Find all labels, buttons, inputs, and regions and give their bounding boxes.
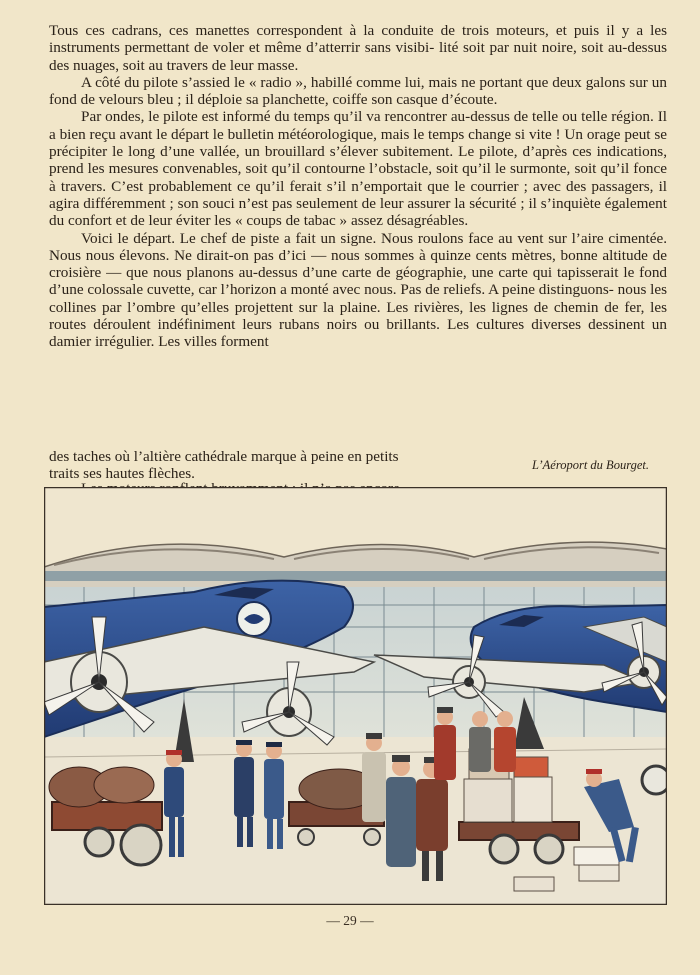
text-line: travers. C’est probablement ce qu’il ferait s’il n’emportait que le courrier ; avec des (60, 177, 587, 195)
page-number: — 29 — (326, 913, 374, 928)
paragraph-1 (49, 22, 667, 74)
text-line: brouillard s’élever subitement. Le pilote, d’après ces indications, prend les mesures (49, 143, 668, 178)
suitcase (579, 865, 619, 881)
text-line: puis il y a les instruments permettant de voler et même d’atterrir sans visibi- (49, 22, 667, 57)
text-line: sécurité ; il s’inquiète également du confort et de leur éviter les « coups de tabac » (49, 194, 667, 230)
paragraph-2 (49, 74, 667, 109)
text-line: telle ou telle région. Il a bien reçu avant le départ le bulletin météorologique, (49, 108, 667, 143)
text-line: à quinze cents mètres, bonne altitude de croisière — que nous planons au-dessus (49, 246, 667, 282)
text-line: mais le temps change si vite ! Un orage peut se précipiter le long d’une vallée, un (49, 125, 667, 161)
text-line: brillants. Les cultures diverses dessinent un damier irrégulier. Les villes forment (49, 316, 667, 351)
passenger-figure (469, 711, 491, 772)
wrapped-text (49, 448, 489, 483)
text-line: passagers, il agira différemment ; son souci n’est pas seulement de leur assurer la (49, 177, 668, 212)
text-line: assez désagréables. (350, 212, 469, 230)
suitcase (514, 877, 554, 891)
text-line: Par ondes, le pilote est informé du temps qu’il va rencontrer au-dessus de (81, 108, 529, 126)
illustration-caption: L’Aéroport du Bourget. (531, 458, 649, 472)
text-line: lité soit par nuit noire, soit au-dessus des nuages, soit au travers de leur masse. (49, 39, 668, 74)
text-line: Tous ces cadrans, ces manettes correspondent à la conduite de trois moteurs, et (49, 22, 567, 39)
text-line: convenables, soit qu’il contourne l’obstacle, soit qu’il le surmonte, soit qu’il fonce à (49, 160, 668, 195)
text-line: que deux galons sur un fond de velours bleu ; il déploie sa planchette, coiffe (49, 73, 667, 109)
text-line: cuvette, car l’horizon a monté avec nous. Pas de reliefs. A peine distinguons- (146, 281, 614, 299)
text-line: nous les collines par l’ombre qu’elles projettent sur la plaine. Les rivières, les (49, 281, 668, 316)
text-line: Voici le départ. Le chef de piste a fait un signe. Nous roulons face au vent (81, 229, 544, 247)
suitcase (574, 847, 619, 865)
passenger-figure (434, 707, 456, 780)
paragraph-4 (49, 230, 667, 351)
airport-illustration (44, 487, 667, 905)
text-line: d’une carte de géographie, une carte qui tapisserait le fond d’une colossale (49, 264, 668, 299)
text-line: des taches où l’altière cathédrale marque à peine en petits (49, 448, 399, 465)
passenger-figure (494, 711, 516, 772)
text-line: A côté du pilote s’assied le « radio », habillé comme lui, mais ne portant (81, 73, 523, 91)
paragraph-3 (49, 108, 667, 229)
text-line: lignes de chemin de fer, les routes déroulent indéfiniment leurs rubans noirs ou (49, 298, 667, 334)
text-line: son casque d’écoute. (371, 91, 498, 109)
body-text (49, 22, 667, 351)
text-line: traits ses hautes flèches. (49, 465, 195, 483)
text-line: sur l’aire cimentée. Nous nous élevons. Ne dirait-on pas d’ici — nous sommes (49, 229, 667, 264)
